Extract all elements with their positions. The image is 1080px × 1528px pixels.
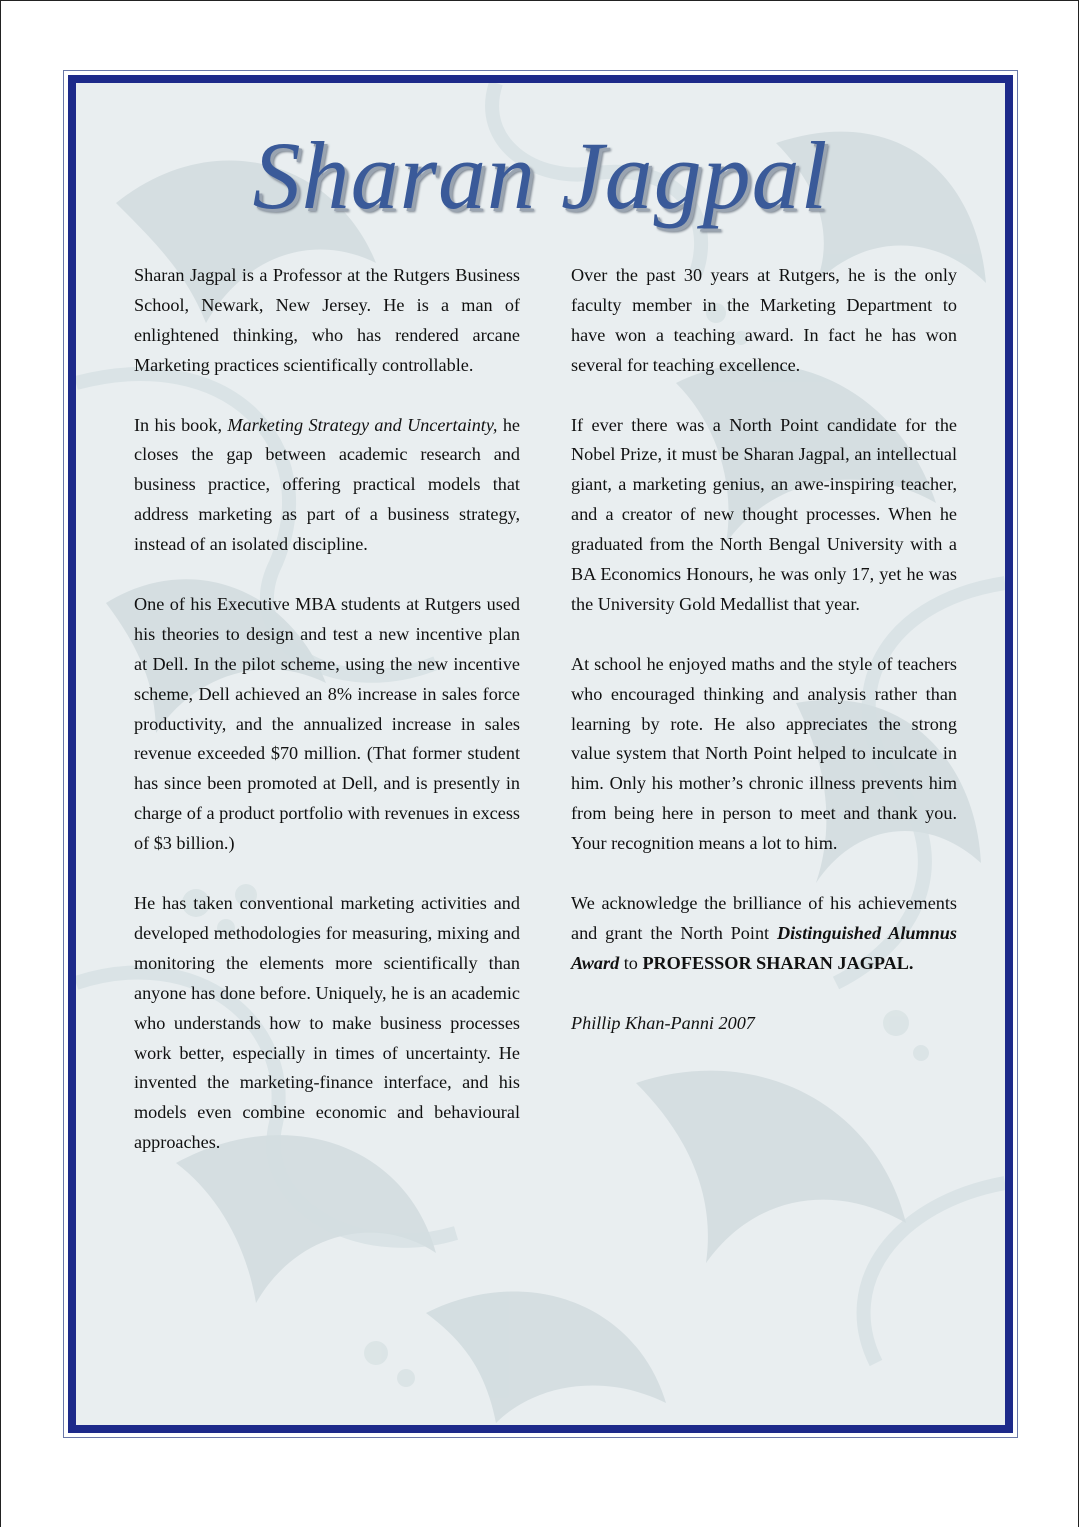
paragraph-book	[134, 411, 520, 561]
paragraph-dell: One of his Executive MBA students at Rutgers used his theories to design and test a new incentive plan at Dell. In the pilot scheme, using the new incentive scheme, Dell achieved an 8% increase in sales force productivity, and the annualized increase in sales revenue exceeded $70 million. (That former student has since been promoted at Dell, and is presently in charge of a product portfolio with revenues in excess of $3 billion.)	[134, 593, 520, 854]
award-mid: to	[619, 952, 643, 973]
left-column	[134, 261, 520, 1188]
certificate-title: Sharan Jagpal	[252, 122, 829, 229]
book-pre: In his book,	[134, 414, 228, 435]
award-name: Distinguished Alumnus Award	[571, 922, 957, 973]
paragraph-award	[571, 889, 957, 979]
right-column	[571, 261, 957, 1068]
award-pre: We acknowledge the brilliance of his achievements and grant the North Point	[571, 892, 957, 943]
signature: Phillip Khan-Panni 2007	[571, 1012, 755, 1033]
paragraph-nobel: If ever there was a North Point candidate for the Nobel Prize, it must be Sharan Jagpal, an intellectual giant, a marketing genius, an awe-inspiring teacher, and a creator of new thought processes. When he graduated from the North Bengal University with a BA Economics Honours, he was only 17, yet he was the University Gold Medallist that year.	[571, 414, 957, 614]
certificate-frame	[68, 75, 1013, 1433]
paragraph-intro: Sharan Jagpal is a Professor at the Rutgers Business School, Newark, New Jersey. He is a man of enlightened thinking, who has rendered arcane Marketing practices scientifically controllable.	[134, 265, 520, 375]
paragraph-rutgers: Over the past 30 years at Rutgers, he is the only faculty member in the Marketing Department to have won a teaching award. In fact he has won several for teaching excellence.	[571, 265, 957, 375]
paragraph-methodologies: He has taken conventional marketing activities and developed methodologies for measuring, mixing and monitoring the elements more scientifically than anyone has done before. Uniquely, he is an academic who understands how to make business processes work better, especially in times of uncertainty. He invented the marketing-finance interface, and his models even combine economic and behavioural approaches.	[134, 892, 520, 1153]
paragraph-school: At school he enjoyed maths and the style of teachers who encouraged thinking and analysis rather than learning by rote. He also appreciates the strong value system that North Point helped to inculcate in him. Only his mother’s chronic illness prevents him from being here in person to meet and thank you. Your recognition means a lot to him.	[571, 653, 957, 854]
book-post: he closes the gap between academic research and business practice, offering practical models that address marketing as part of a business strategy, instead of an isolated discipline.	[134, 414, 521, 555]
book-title: Marketing Strategy and Uncertainty,	[227, 414, 498, 435]
certificate-content	[76, 83, 1005, 1425]
recipient-name: PROFESSOR SHARAN JAGPAL.	[642, 952, 914, 973]
